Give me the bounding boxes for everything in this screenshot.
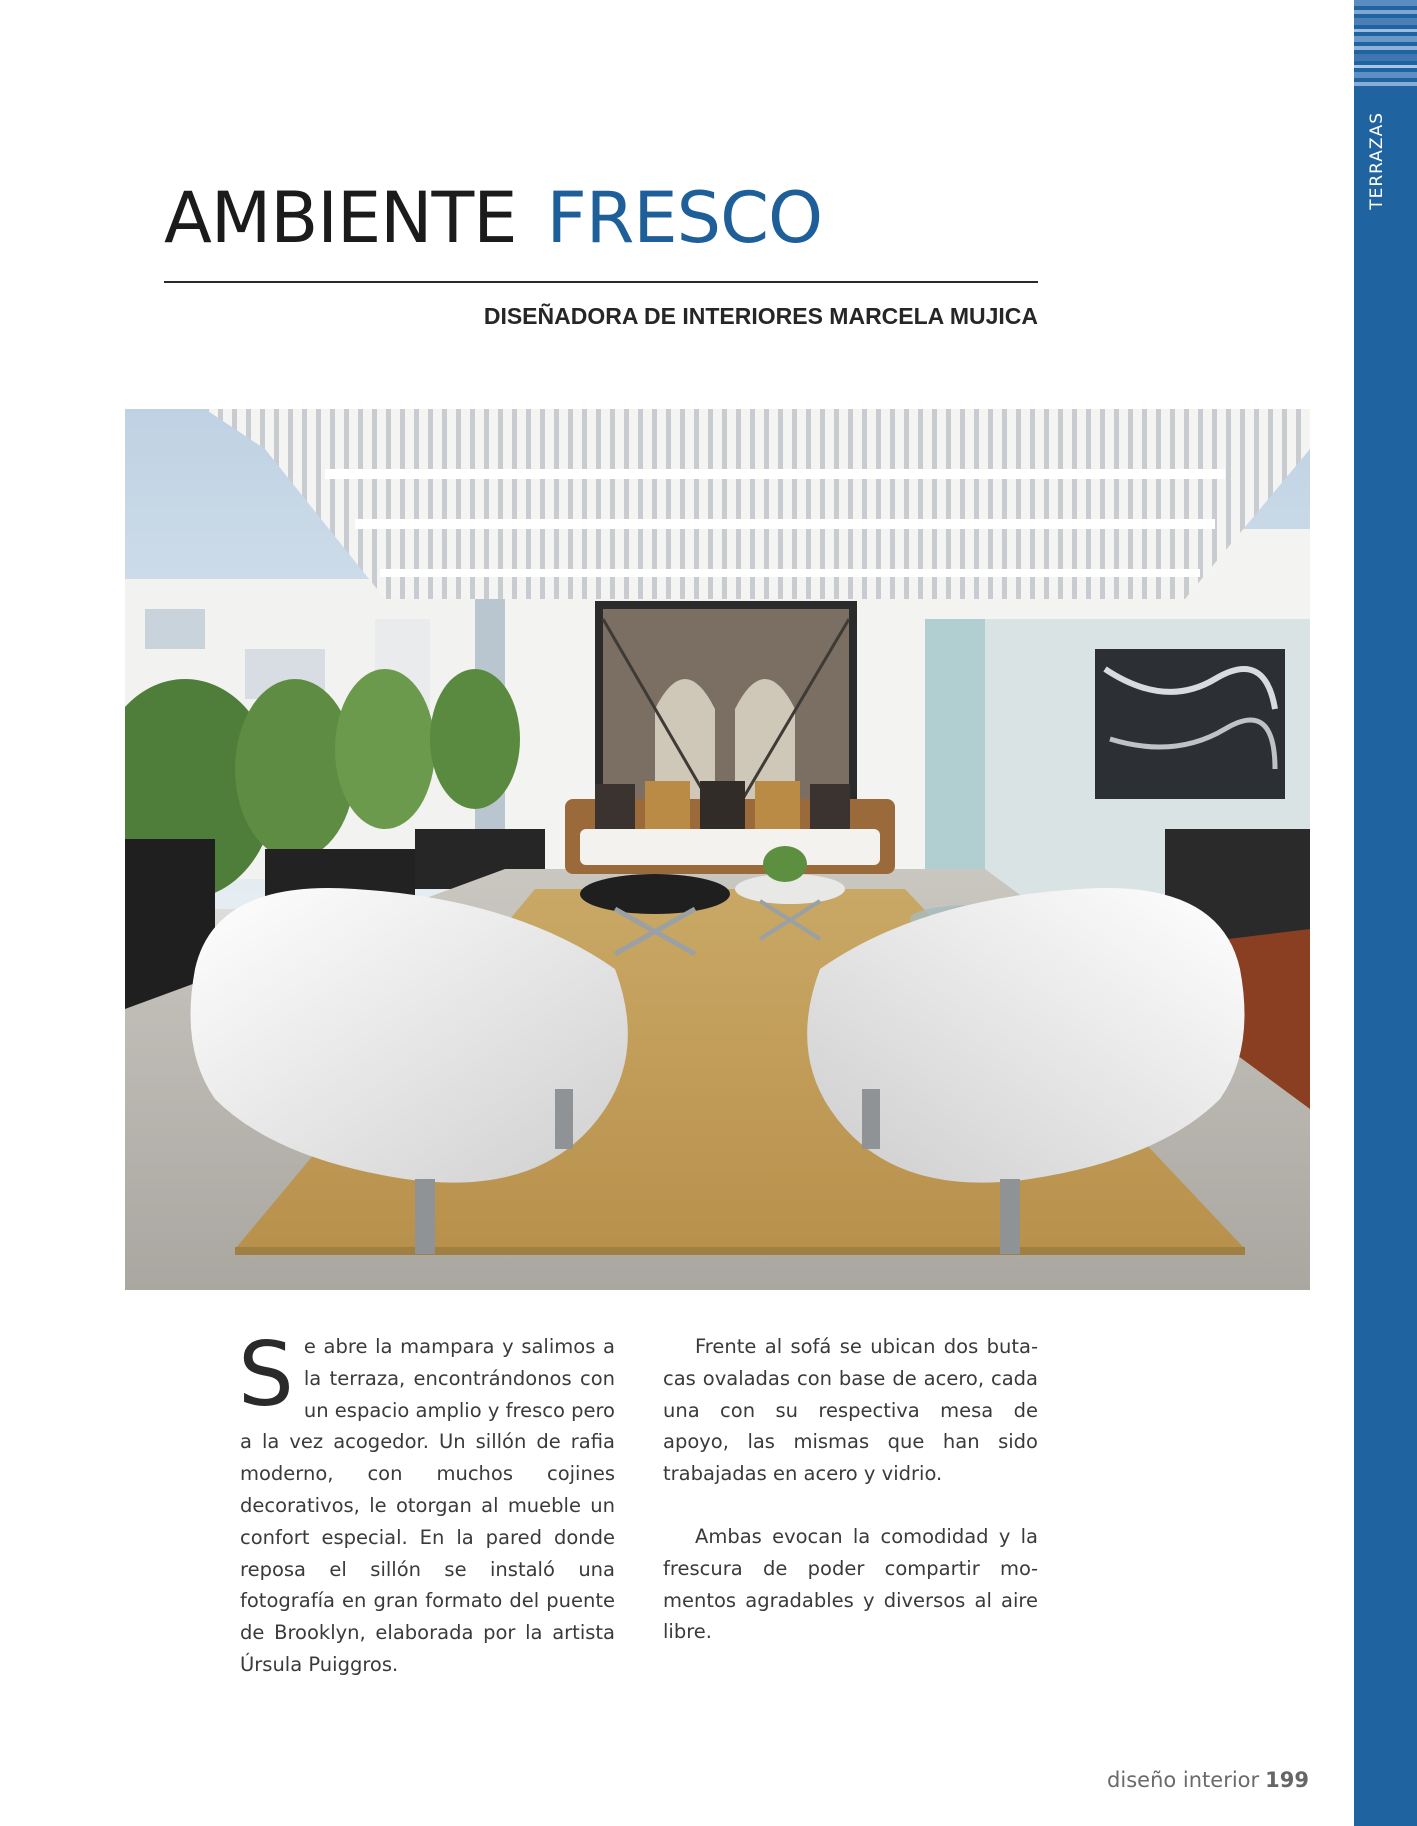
- article-title: [164, 176, 822, 260]
- title-divider: [164, 281, 1038, 283]
- title-word-ambiente: AMBIENTE: [164, 177, 517, 259]
- drop-cap: S: [238, 1323, 294, 1426]
- page-number: 199: [1265, 1768, 1309, 1792]
- terrace-photo-illustration: [125, 409, 1310, 1290]
- article-subtitle: DISEÑADORA DE INTERIORES MARCELA MUJICA: [483, 303, 1038, 329]
- body-column-right: [663, 1331, 1038, 1648]
- page-footer: [1107, 1768, 1309, 1792]
- band-stripes: [1354, 0, 1417, 92]
- title-word-fresco: FRESCO: [546, 177, 823, 259]
- paragraph-intro-text: e abre la mampara y salimos a la terraza, encontrándonos con un espacio amplio y fresco pero a la vez acogedor. Un sillón de rafia moderno, con muchos cojines decorativos, le otorgan al mueble un confort especial. En la pared donde reposa el sillón se instaló una fotografía en gran formato del puente de Brooklyn, elaborada por la artista Úrsula Puiggros.: [240, 1335, 615, 1676]
- paragraph-armchairs: Frente al sofá se ubican dos butacas ovaladas con base de acero, cada una con su respectiva mesa de apoyo, las mismas que han sido trabajadas en acero y vidrio.: [663, 1335, 1038, 1486]
- paragraph-conclusion: Ambas evocan la comodidad y la frescura de poder compartir momentos agradables y diversos al aire libre.: [663, 1524, 1038, 1644]
- terrace-photo: [125, 409, 1310, 1290]
- magazine-name: diseño interior: [1107, 1768, 1260, 1792]
- paragraph-intro: [238, 1323, 615, 1681]
- side-band: [1354, 0, 1417, 1826]
- section-label-text: TERRAZAS: [1367, 112, 1387, 210]
- body-column-left: [238, 1323, 615, 1681]
